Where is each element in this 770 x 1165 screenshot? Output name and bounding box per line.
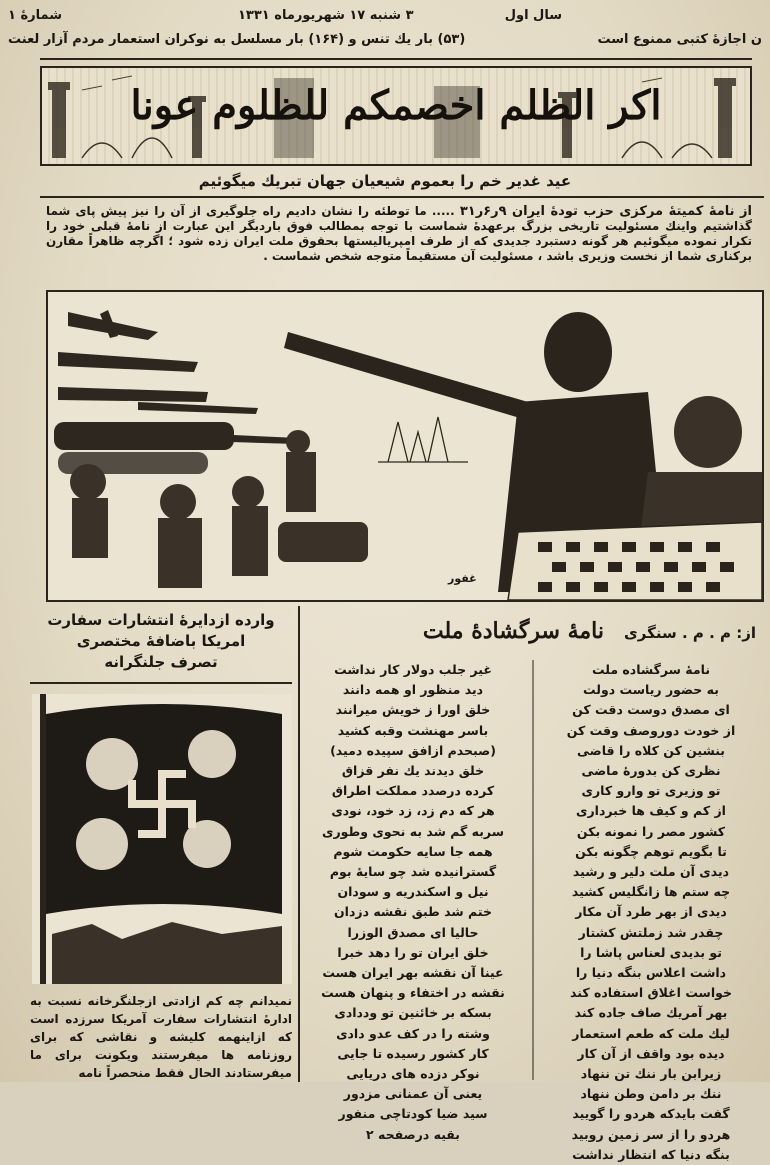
poem-line: دیده بود واقف از آن کار <box>577 1045 725 1061</box>
poem-line: گسترانیده شد چو سایهٔ بوم <box>329 864 497 880</box>
poem-line: چه ستم ها زانگلیس کشید <box>571 884 731 900</box>
poem-line: وشته را در کف عدو دادی <box>336 1025 490 1041</box>
poem-line: کشور مصر را نمونه بکن <box>576 823 726 839</box>
poem-line: (صبحدم ازافق سپیده دمید) <box>330 742 496 758</box>
poem-right-column <box>538 660 764 1165</box>
poem-line: به حضور ریاست دولت <box>583 682 719 698</box>
poem-line: زیرابن بار ننك تن ننهاد <box>580 1066 722 1082</box>
sidebar-rule <box>30 682 292 684</box>
sidebar-title-line-2: امریکا باضافهٔ مختصری <box>76 632 246 650</box>
eid-greeting: عید غدیر خم را بعموم شیعیان جهان تبریك میگوئیم <box>198 172 572 190</box>
flag-illustration <box>32 694 292 984</box>
swastika-flag-cartoon <box>32 694 292 984</box>
masthead-banner <box>40 66 752 166</box>
poem-line: تا بگویم توهم چگونه بکن <box>575 843 727 859</box>
poem-line: بنگه دنیا که انتظار نداشت <box>572 1146 730 1162</box>
poem-line: چقدر شد زملتش کشتار <box>578 924 724 940</box>
poem-line: خلق اورا ز خویش میرانند <box>335 702 491 718</box>
cartoon-illustration <box>48 292 762 600</box>
poem-line: از خودت دوروصف وقت کن <box>566 722 736 738</box>
poem-line: سربه گم شد به نحوی وطوری <box>322 823 504 839</box>
article-body: ..... ما توطئه را نشان دادیم راه جلوگیری از آن را نیز پیش پای شما گذاشتیم واینك مسئولیت تاریخی بزرگ برعهدهٔ شماست با توجه بمطالب فوق باردیگر این عبارت از نامهٔ قبلی خود را تکرار نموده میگوئیم هر گونه دستبرد جدیدی که از طرف امپریالیستها بحقوق ملت ایران زده شود ؛ اگرچه ظاهراً مقارن برکناری شما از نخست وزیری باشد ، مسئولیت آن مستقیماً متوجه شخص شماست . <box>46 204 752 263</box>
masthead-sub-line <box>8 32 762 54</box>
poem-line: کرده درصدد مملکت اطراق <box>331 783 495 799</box>
poem-line: ختم شد طبق نقشه دزدان <box>334 904 492 920</box>
poem-line: هر که دم زد، زد خود، نودی <box>331 803 495 819</box>
poem-line: داشت اعلاس بنگه دنیا را <box>575 965 727 981</box>
political-cartoon <box>46 290 764 602</box>
poem-line: خواست اغلاق استفاده کند <box>570 985 732 1001</box>
article-lead: از نامهٔ کمیتهٔ مرکزی حزب تودهٔ ایران ۹ر۶ر۳۱ <box>459 204 752 219</box>
sidebar-title-line-1: وارده ازدایرهٔ انتشارات سفارت <box>47 611 275 629</box>
poem-line: نوکر دزده های دریایی <box>346 1066 480 1082</box>
poem-left-column <box>300 660 526 1145</box>
poem-line: نقشه در اختفاء و پنهان هست <box>321 985 505 1001</box>
poem-line: ای مصدق دوست دقت کن <box>572 702 730 718</box>
sidebar-body: نمیدانم چه کم ازادتی ازجلنگرخانه نسبت به ادارهٔ انتشارات سفارت آمریکا سرزده است که ازاینهمه کلیشه و نقاشی که برای روزنامه ها میفرستند ویکونت برای ما میفرستادند الحال فقط منحصراً نامه <box>30 994 292 1080</box>
masthead-rule <box>40 58 752 60</box>
issue-date: ۳ شنبه ۱۷ شهریورماه ۱۳۳۱ <box>238 8 414 23</box>
poem-line: هردو را از سر زمین روبید <box>571 1126 731 1142</box>
poem-line: تو بدیدی لعناس پاشا را <box>580 944 722 960</box>
poem-line: بهر آمریك صاف جاده کند <box>574 1005 728 1021</box>
poem-line: تو وزیری تو وارو کاری <box>581 783 721 799</box>
poem-line: حالیا ای مصدق الوزرا <box>347 924 479 940</box>
slogan: (۵۳) بار یك تنس و (۱۶۴) بار مسلسل به نوکران استعمار مردم آزار لعنت <box>8 32 466 47</box>
poem-line: بقیه درصفحه ۲ <box>366 1126 460 1142</box>
poem-line: غیر جلب دولار کار نداشت <box>334 662 492 677</box>
masthead-top-line <box>8 6 762 28</box>
poem-line: نظری کن بدورهٔ ماضی <box>581 763 721 779</box>
cartoon-signature: غفور <box>448 572 477 585</box>
poem-author: از: م . م . سنگری <box>624 624 756 642</box>
poem-line: دیدی از بهر طرد آن مکار <box>575 904 727 920</box>
poem-line: بنشین کن کلاه را قاضی <box>576 742 726 758</box>
poem-line: بسکه بر خائنین تو وددادی <box>334 1005 492 1021</box>
poem-line: نیل و اسکندریه و سودان <box>337 884 489 900</box>
issue-year: سال اول <box>504 8 562 23</box>
poem-line: لیك ملت که طعم استعمار <box>572 1025 730 1041</box>
sidebar-title <box>30 610 292 673</box>
poem-title: نامهٔ سرگشادهٔ ملت <box>422 618 604 644</box>
poem-line: دیدی آن ملت دلیر و رشید <box>572 864 730 880</box>
poem-line: کار کشور رسیده تا جایی <box>337 1045 489 1061</box>
issue-number: شمارهٔ ۱ <box>8 8 63 23</box>
party-letter-article <box>46 204 752 264</box>
section-rule <box>40 196 764 198</box>
poem-line: ننك بر دامن وطن ننهاد <box>580 1086 722 1102</box>
poem-line: عینا آن نقشه بهر ایران هست <box>322 965 504 981</box>
poem-line: گفت بایدکه هردو را گویید <box>572 1106 730 1122</box>
poem-header <box>318 618 764 654</box>
poem-line: خلق ایران تو را دهد خبرا <box>337 944 489 960</box>
banner-title: اکر الظلم اخصمکم للظلوم عونا <box>130 82 662 129</box>
poem-line: سید ضیا کودتاچی منفور <box>338 1106 488 1122</box>
permit-note: ن اجازهٔ کتبی ممنوع است <box>597 32 762 47</box>
poem-line: همه جا سایه حکومت شوم <box>333 843 493 859</box>
sidebar-title-line-3: تصرف جلنگرانه <box>104 653 218 671</box>
poem-line: خلق دیدند یك نفر قزاق <box>341 763 485 779</box>
column-divider-poem <box>532 660 534 1080</box>
poem-line: از کم و کیف ها خبرداری <box>576 803 726 819</box>
poem-line: نامهٔ سرگشاده ملت <box>591 662 711 677</box>
poem-line: باسر مهنشت وقبه کشید <box>337 722 489 738</box>
poem-line: دید منظور او همه دانند <box>342 682 484 698</box>
poem-line: یعنی آن عمنانی مزدور <box>343 1086 483 1102</box>
